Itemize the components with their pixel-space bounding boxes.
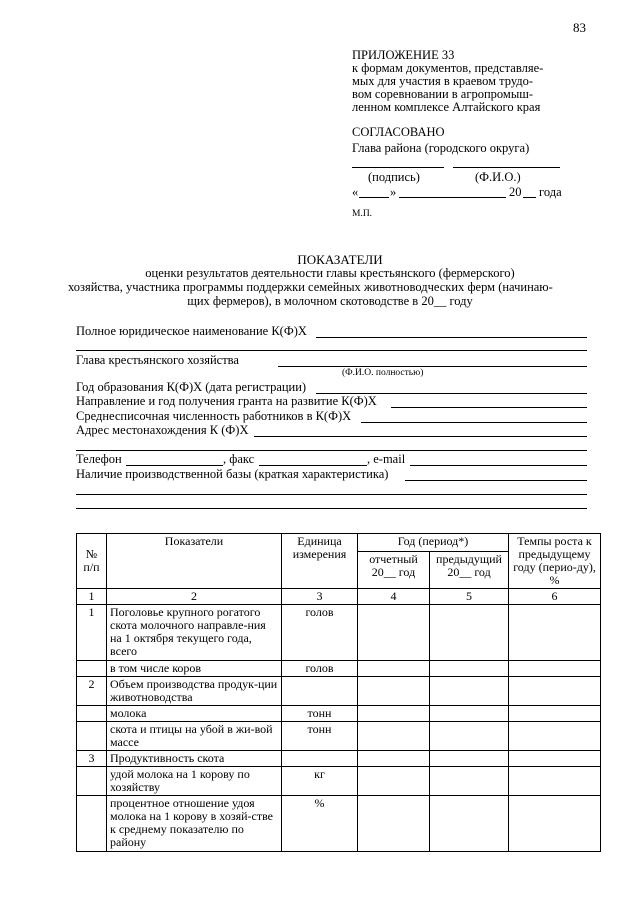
value-cell[interactable]: [430, 751, 509, 767]
header-previous: предыдущий 20__ год: [430, 552, 509, 589]
value-cell[interactable]: [358, 767, 430, 796]
date-close-quote: »: [390, 185, 397, 199]
col-number: 2: [107, 589, 282, 605]
table-row: [77, 677, 601, 706]
row-name: молока: [107, 706, 282, 722]
indicators-table: [76, 533, 601, 852]
value-cell[interactable]: [358, 706, 430, 722]
date-open-quote: «: [352, 185, 359, 199]
row-num: [77, 722, 107, 751]
header-unit: Единица измерения: [282, 534, 358, 589]
field-workers-line[interactable]: [361, 422, 587, 423]
field-base-line-2[interactable]: [76, 494, 587, 495]
value-cell[interactable]: [358, 677, 430, 706]
value-cell[interactable]: [430, 722, 509, 751]
page-number: 83: [573, 20, 586, 35]
appendix-line-1: ПРИЛОЖЕНИЕ 33: [352, 48, 455, 62]
row-unit: [282, 677, 358, 706]
field-grant-label: Направление и год получения гранта на развитие К(Ф)Х: [76, 394, 377, 408]
field-base-line[interactable]: [405, 480, 587, 481]
value-cell[interactable]: [430, 706, 509, 722]
stamp-label: М.П.: [352, 209, 373, 219]
value-cell[interactable]: [358, 605, 430, 661]
row-name: в том числе коров: [107, 661, 282, 677]
row-num: 3: [77, 751, 107, 767]
value-cell[interactable]: [430, 605, 509, 661]
col-number: 4: [358, 589, 430, 605]
col-number: 5: [430, 589, 509, 605]
row-num: [77, 796, 107, 852]
row-unit: голов: [282, 605, 358, 661]
appendix-line-2: к формам документов, представляе-: [352, 61, 544, 75]
field-email-label: , e-mail: [367, 452, 406, 466]
header-num: № п/п: [77, 534, 107, 589]
row-unit: тонн: [282, 706, 358, 722]
value-cell[interactable]: [358, 661, 430, 677]
row-name: скота и птицы на убой в жи-вой массе: [107, 722, 282, 751]
row-name: Поголовье крупного рогатого скота молочного направле-ния на 1 октября текущего года, всего: [107, 605, 282, 661]
field-head-line[interactable]: [278, 366, 587, 367]
field-head-label: Глава крестьянского хозяйства: [76, 353, 239, 367]
row-num: 2: [77, 677, 107, 706]
row-unit: [282, 751, 358, 767]
value-cell[interactable]: [509, 796, 601, 852]
value-cell[interactable]: [358, 751, 430, 767]
row-name: удой молока на 1 корову по хозяйству: [107, 767, 282, 796]
field-address-line[interactable]: [254, 436, 587, 437]
field-head-caption: (Ф.И.О. полностью): [342, 368, 424, 378]
name-line: [453, 167, 560, 168]
value-cell[interactable]: [509, 706, 601, 722]
value-cell[interactable]: [509, 767, 601, 796]
field-founded-label: Год образования К(Ф)Х (дата регистрации): [76, 380, 307, 394]
subtitle-line-2: хозяйства, участника программы поддержки семейных животноводческих ферм (начинаю-: [68, 280, 553, 294]
value-cell[interactable]: [509, 605, 601, 661]
date-year-suffix: года: [539, 185, 562, 199]
row-unit: тонн: [282, 722, 358, 751]
row-name: Объем производства продук-ции животноводства: [107, 677, 282, 706]
field-workers-label: Среднесписочная численность работников в К(Ф)Х: [76, 409, 352, 423]
signature-line: [352, 167, 444, 168]
value-cell[interactable]: [430, 661, 509, 677]
field-grant-line[interactable]: [391, 407, 587, 408]
row-unit: %: [282, 796, 358, 852]
approval-position: Глава района (городского округа): [352, 141, 530, 155]
col-number: 1: [77, 589, 107, 605]
subtitle-line-3: щих фермеров), в молочном скотоводстве в 20__ году: [187, 294, 473, 308]
document-title: ПОКАЗАТЕЛИ: [297, 252, 383, 267]
row-name: процентное отношение удоя молока на 1 корову в хозяй-стве к среднему показателю по району: [107, 796, 282, 852]
header-period: Год (период*): [358, 534, 509, 552]
table-row: [77, 661, 601, 677]
row-unit: голов: [282, 661, 358, 677]
field-fax-label: , факс: [223, 452, 255, 466]
row-num: [77, 661, 107, 677]
value-cell[interactable]: [430, 677, 509, 706]
value-cell[interactable]: [509, 677, 601, 706]
table-row: [77, 605, 601, 661]
field-fax-line[interactable]: [259, 465, 367, 466]
date-month-line: [399, 197, 506, 198]
signature-caption: (подпись): [368, 170, 420, 184]
row-unit: кг: [282, 767, 358, 796]
row-num: 1: [77, 605, 107, 661]
header-indicators: Показатели: [107, 534, 282, 589]
name-caption: (Ф.И.О.): [475, 170, 521, 184]
row-num: [77, 706, 107, 722]
field-full-name-line[interactable]: [316, 337, 587, 338]
col-number: 3: [282, 589, 358, 605]
value-cell[interactable]: [509, 722, 601, 751]
value-cell[interactable]: [430, 796, 509, 852]
field-address-line-2[interactable]: [76, 450, 587, 451]
col-number: 6: [509, 589, 601, 605]
value-cell[interactable]: [509, 661, 601, 677]
subtitle-line-1: оценки результатов деятельности главы крестьянского (фермерского): [145, 266, 515, 280]
date-year-prefix: 20: [509, 185, 522, 199]
field-address-label: Адрес местонахождения К (Ф)Х: [76, 423, 249, 437]
field-base-label: Наличие производственной базы (краткая характеристика): [76, 467, 389, 481]
row-num: [77, 767, 107, 796]
table-row: [77, 722, 601, 751]
header-current: отчетный 20__ год: [358, 552, 430, 589]
row-name: Продуктивность скота: [107, 751, 282, 767]
field-base-line-3[interactable]: [76, 508, 587, 509]
value-cell[interactable]: [358, 796, 430, 852]
field-full-name-line-2[interactable]: [76, 350, 587, 351]
table-row: [77, 706, 601, 722]
value-cell[interactable]: [358, 722, 430, 751]
field-email-line[interactable]: [410, 465, 587, 466]
appendix-line-4: вом соревновании в агропромыш-: [352, 87, 534, 101]
field-full-name-label: Полное юридическое наименование К(Ф)Х: [76, 324, 307, 338]
table-row: [77, 767, 601, 796]
value-cell[interactable]: [509, 751, 601, 767]
approval-heading: СОГЛАСОВАНО: [352, 125, 445, 139]
field-phone-line[interactable]: [126, 465, 223, 466]
header-growth: Темпы роста к предыдущему году (перио-ду), %: [509, 534, 601, 589]
appendix-line-3: мых для участия в краевом трудо-: [352, 74, 534, 88]
appendix-line-5: ленном комплексе Алтайского края: [352, 100, 541, 114]
field-phone-label: Телефон: [76, 452, 122, 466]
value-cell[interactable]: [430, 767, 509, 796]
date-day-line: [359, 197, 389, 198]
date-year-line: [523, 197, 536, 198]
table-row: [77, 796, 601, 852]
table-row: [77, 751, 601, 767]
